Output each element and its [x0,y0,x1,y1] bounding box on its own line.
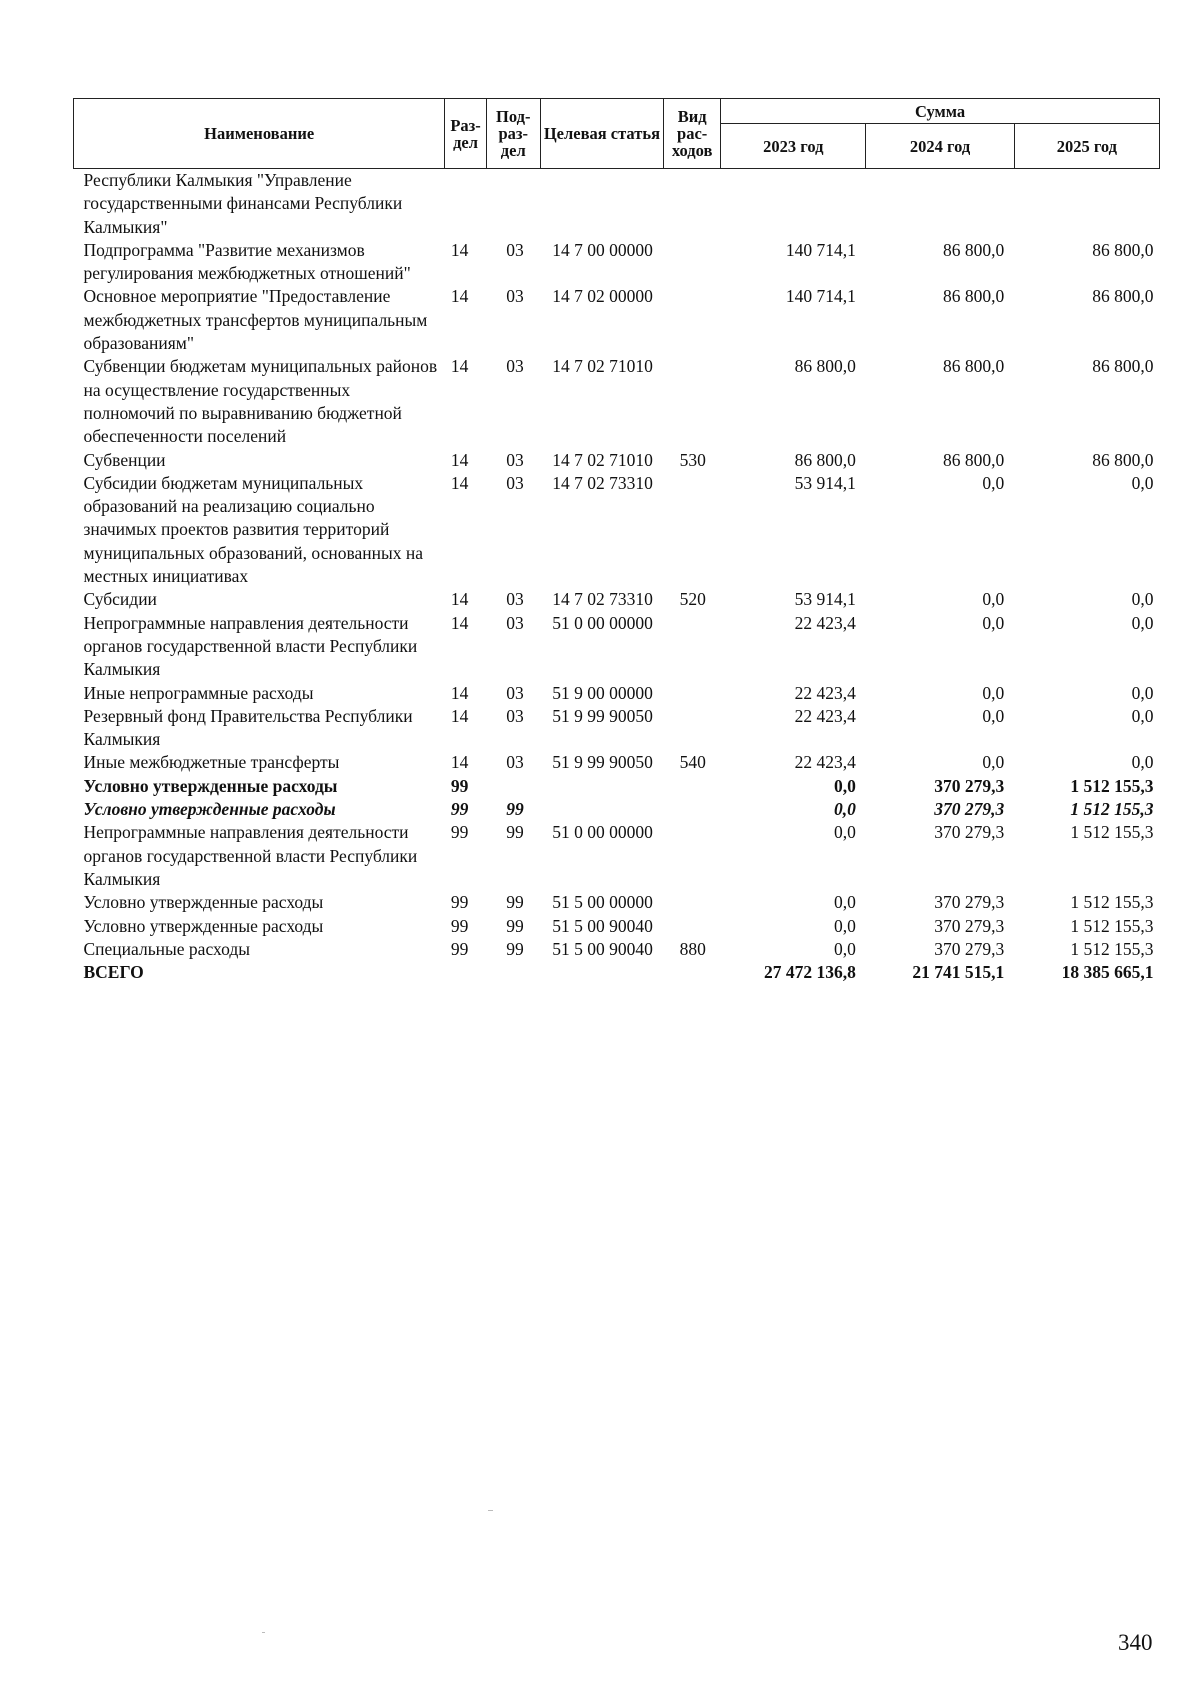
row-amount-2025: 1 512 155,3 [1070,822,1154,843]
row-amount-2023 [721,169,866,239]
row-amount-2023: 86 800,0 [794,449,856,470]
row-podrazdel: 99 [506,799,524,820]
table-row [74,891,1160,914]
row-podrazdel: 99 [506,938,524,959]
row-vid: 530 [679,449,706,470]
row-razdel [445,169,486,239]
row-amount-2024: 86 800,0 [942,356,1005,377]
row-amount-2023: 53 914,1 [794,472,856,493]
row-amount-2025: 0,0 [1131,472,1154,493]
row-vid [664,915,721,938]
row-name: Специальные расходы [83,938,250,959]
row-amount-2023: 140 714,1 [785,239,856,260]
row-statya: 14 7 02 00000 [552,286,653,307]
row-podrazdel: 99 [506,892,524,913]
row-amount-2023: 140 714,1 [785,286,856,307]
row-name: Субсидии бюджетам муниципальных образований на реализацию социально значимых проектов развития территорий муниципальных образований, основанных на местных инициативах [83,472,424,587]
row-statya: 51 5 00 90040 [552,915,653,936]
header-2024: 2024 год [866,124,1014,169]
budget-table [73,98,1160,984]
row-amount-2023: 22 423,4 [794,682,856,703]
header-summa: Сумма [721,99,1160,124]
row-amount-2023: 0,0 [834,892,856,913]
row-vid [664,612,721,682]
row-amount-2024: 86 800,0 [942,286,1005,307]
row-name: ВСЕГО [83,962,144,983]
header-statya: Целевая статья [540,99,663,169]
row-name: Подпрограмма "Развитие механизмов регулирования межбюджетных отношений" [83,239,411,284]
header-name: Наименование [74,99,445,169]
row-amount-2023: 22 423,4 [794,705,856,726]
row-amount-2024: 86 800,0 [942,449,1005,470]
row-vid: 520 [679,589,706,610]
row-amount-2024: 370 279,3 [934,822,1005,843]
table-row [74,355,1160,448]
row-podrazdel: 03 [506,449,524,470]
row-razdel: 14 [450,356,469,377]
budget-table-sheet [73,98,1160,984]
table-row [74,285,1160,355]
row-amount-2024: 370 279,3 [934,892,1005,913]
table-row [74,239,1160,286]
row-podrazdel: 03 [506,239,524,260]
header-vid: Вид рас-ходов [664,99,721,169]
row-razdel: 14 [450,472,469,493]
row-statya: 14 7 02 71010 [552,449,653,470]
table-row [74,588,1160,611]
row-amount-2024: 0,0 [982,705,1005,726]
row-vid [664,798,721,821]
row-name: Резервный фонд Правительства Республики Калмыкия [83,705,413,750]
row-podrazdel: 03 [506,472,524,493]
row-amount-2025: 86 800,0 [1092,239,1154,260]
header-2023: 2023 год [721,124,866,169]
row-vid [664,705,721,752]
row-vid [664,821,721,891]
scan-speck [488,1510,493,1511]
table-row [74,775,1160,798]
row-amount-2024: 0,0 [982,612,1005,633]
row-statya: 51 9 99 90050 [552,705,653,726]
row-statya: 51 9 00 00000 [552,682,653,703]
row-amount-2025 [1014,169,1159,239]
row-amount-2023: 0,0 [834,915,856,936]
header-2025: 2025 год [1014,124,1159,169]
row-razdel: 14 [450,286,469,307]
row-amount-2023: 86 800,0 [794,356,856,377]
row-podrazdel [486,775,540,798]
row-amount-2023: 22 423,4 [794,752,856,773]
row-razdel: 14 [450,752,469,773]
row-amount-2023: 22 423,4 [794,612,856,633]
row-name: Непрограммные направления деятельности органов государственной власти Республики Калмыкия [83,822,418,889]
row-vid [664,355,721,448]
table-row [74,798,1160,821]
row-amount-2025: 1 512 155,3 [1070,938,1154,959]
table-row [74,612,1160,682]
row-amount-2024: 370 279,3 [934,775,1005,796]
row-amount-2024: 21 741 515,1 [912,962,1005,983]
row-amount-2023: 53 914,1 [794,589,856,610]
row-statya: 51 5 00 00000 [552,892,653,913]
scan-speck [262,1632,265,1633]
row-razdel: 14 [450,705,469,726]
row-podrazdel: 99 [506,822,524,843]
table-header [74,99,1160,169]
row-amount-2025: 0,0 [1131,612,1154,633]
row-name: Непрограммные направления деятельности органов государственной власти Республики Калмыкия [83,612,418,680]
row-amount-2024: 370 279,3 [934,938,1005,959]
row-amount-2023: 0,0 [834,775,856,796]
table-row [74,682,1160,705]
row-statya [540,961,663,984]
table-row [74,705,1160,752]
row-name: Условно утвержденные расходы [83,775,338,796]
row-name: Субвенции бюджетам муниципальных районов на осуществление государственных полномочий по выравниванию бюджетной обеспеченности поселений [83,356,438,447]
row-statya: 14 7 02 73310 [552,589,653,610]
row-amount-2024: 0,0 [982,752,1005,773]
row-amount-2023: 0,0 [834,822,856,843]
row-podrazdel: 03 [506,589,524,610]
row-podrazdel: 99 [506,915,524,936]
row-name: Условно утвержденные расходы [83,799,336,820]
row-podrazdel: 03 [506,286,524,307]
row-amount-2025: 0,0 [1131,752,1154,773]
row-statya: 51 0 00 00000 [552,822,653,843]
row-podrazdel [486,961,540,984]
row-amount-2024: 370 279,3 [934,915,1005,936]
table-row [74,915,1160,938]
row-amount-2023: 27 472 136,8 [764,962,856,983]
row-amount-2025: 86 800,0 [1092,286,1154,307]
row-podrazdel: 03 [506,705,524,726]
table-row [74,938,1160,961]
row-amount-2025: 18 385 665,1 [1061,962,1154,983]
row-amount-2024: 370 279,3 [934,799,1005,820]
row-podrazdel: 03 [506,752,524,773]
row-razdel: 14 [450,239,469,260]
row-vid: 540 [679,752,706,773]
row-razdel: 14 [450,682,469,703]
row-amount-2024: 0,0 [982,472,1005,493]
table-row [74,472,1160,588]
row-razdel: 14 [450,612,469,633]
table-row [74,961,1160,984]
row-name: Иные непрограммные расходы [83,682,314,703]
row-vid [664,285,721,355]
row-amount-2024: 86 800,0 [942,239,1005,260]
row-amount-2024: 0,0 [982,589,1005,610]
row-razdel: 99 [450,799,469,820]
row-razdel: 99 [450,775,469,796]
row-amount-2025: 1 512 155,3 [1070,892,1154,913]
header-razdel: Раз-дел [445,99,486,169]
row-vid [664,682,721,705]
row-statya [540,775,663,798]
row-statya: 51 0 00 00000 [552,612,653,633]
table-row [74,751,1160,774]
row-amount-2025: 86 800,0 [1092,356,1154,377]
row-amount-2023: 0,0 [834,799,856,820]
row-statya [540,798,663,821]
row-amount-2025: 1 512 155,3 [1070,915,1154,936]
row-name: Иные межбюджетные трансферты [83,752,340,773]
row-name: Республики Калмыкия "Управление государственными финансами Республики Калмыкия" [83,170,403,237]
row-name: Условно утвержденные расходы [83,892,324,913]
table-row [74,449,1160,472]
row-podrazdel [486,169,540,239]
row-statya: 14 7 00 00000 [552,239,653,260]
row-amount-2024 [866,169,1014,239]
row-amount-2025: 1 512 155,3 [1070,775,1154,796]
row-statya: 14 7 02 73310 [552,472,653,493]
row-amount-2023: 0,0 [834,938,856,959]
row-statya: 51 5 00 90040 [552,938,653,959]
page-number: 340 [1118,1630,1153,1655]
row-amount-2025: 0,0 [1131,682,1154,703]
row-vid: 880 [679,938,706,959]
row-amount-2025: 0,0 [1131,705,1154,726]
row-podrazdel: 03 [506,356,524,377]
row-statya: 14 7 02 71010 [552,356,653,377]
row-razdel: 99 [450,915,469,936]
row-vid [664,775,721,798]
row-podrazdel: 03 [506,612,524,633]
row-name: Субсидии [83,589,157,610]
row-vid [664,891,721,914]
table-body [74,169,1160,985]
row-amount-2025: 86 800,0 [1092,449,1154,470]
row-amount-2024: 0,0 [982,682,1005,703]
row-name: Субвенции [83,449,166,470]
row-statya: 51 9 99 90050 [552,752,653,773]
row-amount-2025: 0,0 [1131,589,1154,610]
row-razdel: 99 [450,938,469,959]
row-vid [664,169,721,239]
table-row [74,169,1160,239]
row-vid [664,472,721,588]
row-amount-2025: 1 512 155,3 [1070,799,1154,820]
row-statya [540,169,663,239]
row-razdel: 99 [450,892,469,913]
row-razdel: 14 [450,449,469,470]
row-razdel: 99 [450,822,469,843]
header-podrazdel: Под-раз-дел [486,99,540,169]
table-row [74,821,1160,891]
row-podrazdel: 03 [506,682,524,703]
row-vid [664,239,721,286]
row-razdel [445,961,486,984]
row-razdel: 14 [450,589,469,610]
row-name: Условно утвержденные расходы [83,915,324,936]
row-name: Основное мероприятие "Предоставление межбюджетных трансфертов муниципальным образованиям" [83,286,428,354]
row-vid [664,961,721,984]
